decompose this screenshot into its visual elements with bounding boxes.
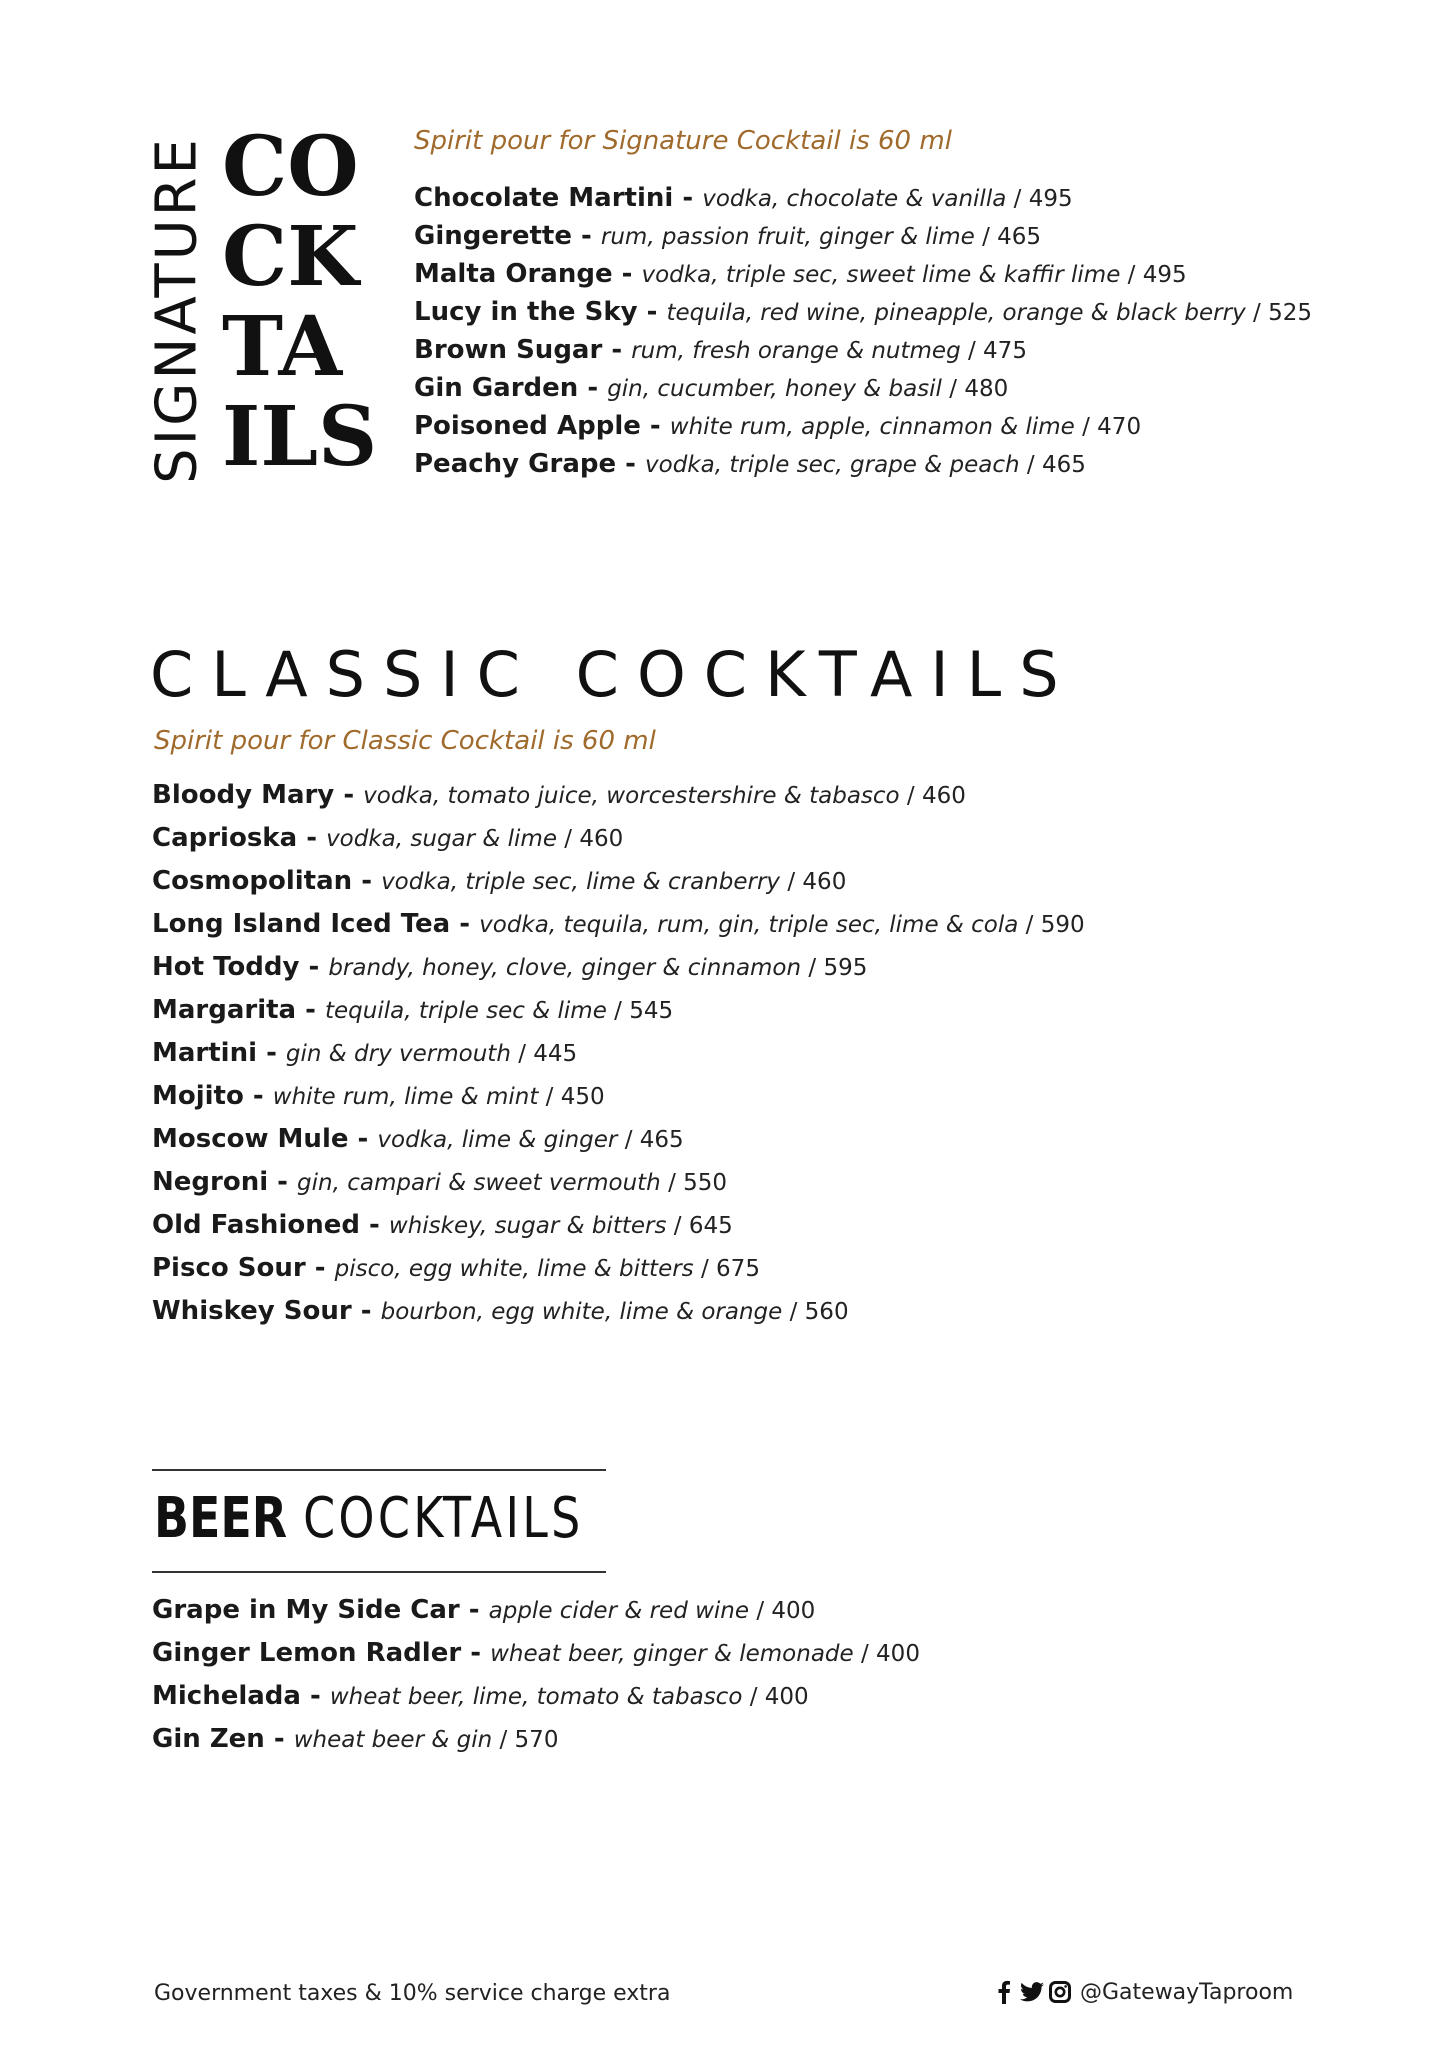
price-separator: / bbox=[742, 1684, 765, 1710]
menu-item bbox=[152, 903, 1085, 946]
item-price: 465 bbox=[997, 224, 1042, 250]
item-description: rum, fresh orange & nutmeg bbox=[631, 338, 961, 364]
item-name: Chocolate Martini bbox=[414, 183, 674, 213]
item-separator: - bbox=[305, 1253, 335, 1283]
social-links bbox=[992, 1979, 1293, 2005]
signature-section bbox=[414, 126, 1312, 484]
menu-item bbox=[414, 180, 1312, 218]
beer-cocktails-heading bbox=[154, 1486, 584, 1551]
menu-item bbox=[152, 1161, 1085, 1204]
price-separator: / bbox=[1245, 300, 1269, 326]
item-name: Brown Sugar bbox=[414, 335, 603, 365]
item-separator: - bbox=[450, 909, 480, 939]
price-separator: / bbox=[853, 1641, 877, 1667]
price-separator: / bbox=[492, 1727, 515, 1753]
item-price: 460 bbox=[922, 783, 966, 809]
menu-item bbox=[152, 1204, 1085, 1247]
item-name: Moscow Mule bbox=[152, 1124, 349, 1154]
price-separator: / bbox=[1074, 414, 1098, 440]
price-separator: / bbox=[1120, 262, 1143, 288]
menu-item bbox=[152, 860, 1085, 903]
item-description: gin & dry vermouth bbox=[285, 1041, 511, 1067]
item-description: vodka, lime & ginger bbox=[377, 1127, 618, 1153]
item-name: Peachy Grape bbox=[414, 449, 617, 479]
item-description: tequila, red wine, pineapple, orange & black berry bbox=[666, 300, 1246, 326]
price-separator: / bbox=[666, 1213, 689, 1239]
signature-vertical-label bbox=[144, 136, 210, 484]
price-separator: / bbox=[660, 1170, 684, 1196]
menu-item bbox=[152, 817, 1085, 860]
item-description: wheat beer, ginger & lemonade bbox=[490, 1641, 854, 1667]
item-separator: - bbox=[264, 1724, 294, 1754]
item-separator: - bbox=[637, 297, 667, 327]
price-separator: / bbox=[801, 955, 824, 981]
item-name: Margarita bbox=[152, 995, 297, 1025]
item-separator: - bbox=[348, 1124, 378, 1154]
price-separator: / bbox=[1018, 912, 1041, 938]
heading-line: ILS bbox=[222, 389, 378, 485]
item-separator: - bbox=[299, 952, 329, 982]
item-separator: - bbox=[612, 259, 642, 289]
item-separator: - bbox=[297, 823, 327, 853]
price-separator: / bbox=[960, 338, 984, 364]
signature-list bbox=[414, 180, 1312, 484]
signature-pour-note: Spirit pour for Signature Cocktail is 60 ml bbox=[414, 126, 952, 156]
menu-item bbox=[152, 1032, 1085, 1075]
menu-item bbox=[414, 446, 1312, 484]
menu-item bbox=[414, 256, 1312, 294]
item-name: Poisoned Apple bbox=[414, 411, 641, 441]
item-description: bourbon, egg white, lime & orange bbox=[380, 1299, 783, 1325]
item-price: 590 bbox=[1040, 912, 1085, 938]
beer-divider-top bbox=[152, 1469, 606, 1471]
heading-line: TA bbox=[222, 299, 343, 395]
item-price: 495 bbox=[1142, 262, 1187, 288]
item-separator: - bbox=[461, 1638, 491, 1668]
item-price: 460 bbox=[579, 826, 624, 852]
item-name: Long Island Iced Tea bbox=[152, 909, 451, 939]
item-name: Hot Toddy bbox=[152, 952, 300, 982]
price-separator: / bbox=[1019, 452, 1042, 478]
item-separator: - bbox=[296, 995, 326, 1025]
item-name: Grape in My Side Car bbox=[152, 1595, 460, 1625]
item-name: Lucy in the Sky bbox=[414, 297, 638, 327]
item-separator: - bbox=[257, 1038, 286, 1068]
item-price: 525 bbox=[1268, 300, 1312, 326]
item-name: Martini bbox=[152, 1038, 258, 1068]
item-price: 645 bbox=[688, 1213, 733, 1239]
item-price: 465 bbox=[639, 1127, 684, 1153]
price-separator: / bbox=[941, 376, 965, 402]
item-price: 480 bbox=[964, 376, 1009, 402]
price-separator: / bbox=[899, 783, 922, 809]
item-price: 400 bbox=[764, 1684, 809, 1710]
item-name: Caprioska bbox=[152, 823, 298, 853]
item-description: vodka, tequila, rum, gin, triple sec, lime & cola bbox=[479, 912, 1019, 938]
item-price: 465 bbox=[1041, 452, 1086, 478]
classic-cocktails-heading: CLASSIC COCKTAILS bbox=[150, 638, 1077, 711]
item-description: gin, campari & sweet vermouth bbox=[297, 1170, 661, 1196]
price-separator: / bbox=[693, 1256, 717, 1282]
item-description: vodka, tomato juice, worcestershire & tabasco bbox=[363, 783, 900, 809]
item-separator: - bbox=[300, 1681, 330, 1711]
item-separator: - bbox=[334, 780, 364, 810]
item-description: pisco, egg white, lime & bitters bbox=[334, 1256, 694, 1282]
beer-divider-bottom bbox=[152, 1571, 606, 1573]
menu-item bbox=[152, 1718, 920, 1761]
social-handle[interactable]: @GatewayTaproom bbox=[1080, 1979, 1294, 2005]
item-price: 400 bbox=[771, 1598, 816, 1624]
menu-item bbox=[152, 1675, 920, 1718]
beer-heading-bold: BEER bbox=[154, 1486, 288, 1551]
item-price: 475 bbox=[983, 338, 1027, 364]
twitter-icon[interactable] bbox=[1020, 1979, 1044, 2005]
menu-item bbox=[414, 294, 1312, 332]
item-name: Bloody Mary bbox=[152, 780, 335, 810]
menu-item bbox=[152, 946, 1085, 989]
item-name: Michelada bbox=[152, 1681, 301, 1711]
menu-item bbox=[152, 1118, 1085, 1161]
item-description: vodka, triple sec, sweet lime & kaffir lime bbox=[641, 262, 1121, 288]
menu-item bbox=[152, 1075, 1085, 1118]
item-name: Gin Zen bbox=[152, 1724, 265, 1754]
item-price: 545 bbox=[629, 998, 674, 1024]
facebook-icon[interactable] bbox=[992, 1979, 1016, 2005]
item-separator: - bbox=[268, 1167, 298, 1197]
item-separator: - bbox=[351, 1296, 381, 1326]
item-separator: - bbox=[673, 183, 703, 213]
instagram-icon[interactable] bbox=[1048, 1979, 1072, 2005]
item-price: 445 bbox=[533, 1041, 578, 1067]
menu-item bbox=[152, 1589, 920, 1632]
signature-cocktails-heading bbox=[222, 119, 378, 485]
menu-item bbox=[414, 370, 1312, 408]
item-name: Pisco Sour bbox=[152, 1253, 306, 1283]
item-price: 550 bbox=[683, 1170, 728, 1196]
price-separator: / bbox=[606, 998, 630, 1024]
price-separator: / bbox=[556, 826, 580, 852]
item-name: Negroni bbox=[152, 1167, 269, 1197]
signature-vertical-text: SIGNATURE bbox=[144, 136, 210, 484]
beer-list bbox=[152, 1589, 920, 1761]
heading-line: CO bbox=[222, 119, 359, 215]
menu-item bbox=[152, 1247, 1085, 1290]
item-name: Old Fashioned bbox=[152, 1210, 360, 1240]
item-description: tequila, triple sec & lime bbox=[325, 998, 607, 1024]
menu-item bbox=[152, 774, 1085, 817]
item-description: apple cider & red wine bbox=[488, 1598, 750, 1624]
item-name: Gingerette bbox=[414, 221, 572, 251]
item-separator: - bbox=[571, 221, 601, 251]
item-description: vodka, triple sec, grape & peach bbox=[645, 452, 1020, 478]
item-separator: - bbox=[602, 335, 632, 365]
item-price: 495 bbox=[1028, 186, 1073, 212]
item-description: vodka, triple sec, lime & cranberry bbox=[381, 869, 781, 895]
item-description: wheat beer, lime, tomato & tabasco bbox=[329, 1684, 743, 1710]
item-name: Gin Garden bbox=[414, 373, 579, 403]
item-separator: - bbox=[459, 1595, 489, 1625]
price-separator: / bbox=[538, 1084, 561, 1110]
classic-list bbox=[152, 774, 1085, 1333]
item-separator: - bbox=[359, 1210, 389, 1240]
heading-line: CK bbox=[222, 209, 359, 305]
price-separator: / bbox=[782, 1299, 805, 1325]
item-description: gin, cucumber, honey & basil bbox=[607, 376, 942, 402]
item-price: 400 bbox=[876, 1641, 920, 1667]
menu-item bbox=[414, 218, 1312, 256]
price-separator: / bbox=[1006, 186, 1029, 212]
price-separator: / bbox=[617, 1127, 640, 1153]
item-description: vodka, sugar & lime bbox=[326, 826, 557, 852]
price-separator: / bbox=[780, 869, 803, 895]
item-description: vodka, chocolate & vanilla bbox=[702, 186, 1007, 212]
menu-item bbox=[152, 1632, 920, 1675]
menu-item bbox=[152, 1290, 1085, 1333]
item-description: wheat beer & gin bbox=[293, 1727, 493, 1753]
item-separator: - bbox=[578, 373, 608, 403]
item-description: white rum, lime & mint bbox=[272, 1084, 539, 1110]
classic-pour-note: Spirit pour for Classic Cocktail is 60 ml bbox=[154, 726, 656, 756]
item-price: 450 bbox=[560, 1084, 605, 1110]
item-description: brandy, honey, clove, ginger & cinnamon bbox=[328, 955, 802, 981]
tax-note: Government taxes & 10% service charge extra bbox=[154, 1981, 671, 2006]
item-price: 595 bbox=[823, 955, 868, 981]
item-separator: - bbox=[640, 411, 670, 441]
item-price: 675 bbox=[716, 1256, 760, 1282]
item-separator: - bbox=[616, 449, 646, 479]
item-description: rum, passion fruit, ginger & lime bbox=[600, 224, 975, 250]
menu-item bbox=[152, 989, 1085, 1032]
price-separator: / bbox=[974, 224, 998, 250]
item-separator: - bbox=[243, 1081, 273, 1111]
beer-heading-thin: COCKTAILS bbox=[303, 1486, 584, 1551]
item-description: whiskey, sugar & bitters bbox=[388, 1213, 667, 1239]
item-name: Whiskey Sour bbox=[152, 1296, 352, 1326]
menu-item bbox=[414, 408, 1312, 446]
item-price: 570 bbox=[514, 1727, 559, 1753]
item-price: 560 bbox=[804, 1299, 849, 1325]
item-separator: - bbox=[352, 866, 382, 896]
price-separator: / bbox=[749, 1598, 772, 1624]
item-price: 470 bbox=[1097, 414, 1142, 440]
menu-item bbox=[414, 332, 1312, 370]
item-name: Ginger Lemon Radler bbox=[152, 1638, 462, 1668]
item-name: Cosmopolitan bbox=[152, 866, 353, 896]
item-price: 460 bbox=[802, 869, 847, 895]
item-name: Malta Orange bbox=[414, 259, 613, 289]
item-description: white rum, apple, cinnamon & lime bbox=[669, 414, 1075, 440]
price-separator: / bbox=[510, 1041, 534, 1067]
item-name: Mojito bbox=[152, 1081, 244, 1111]
